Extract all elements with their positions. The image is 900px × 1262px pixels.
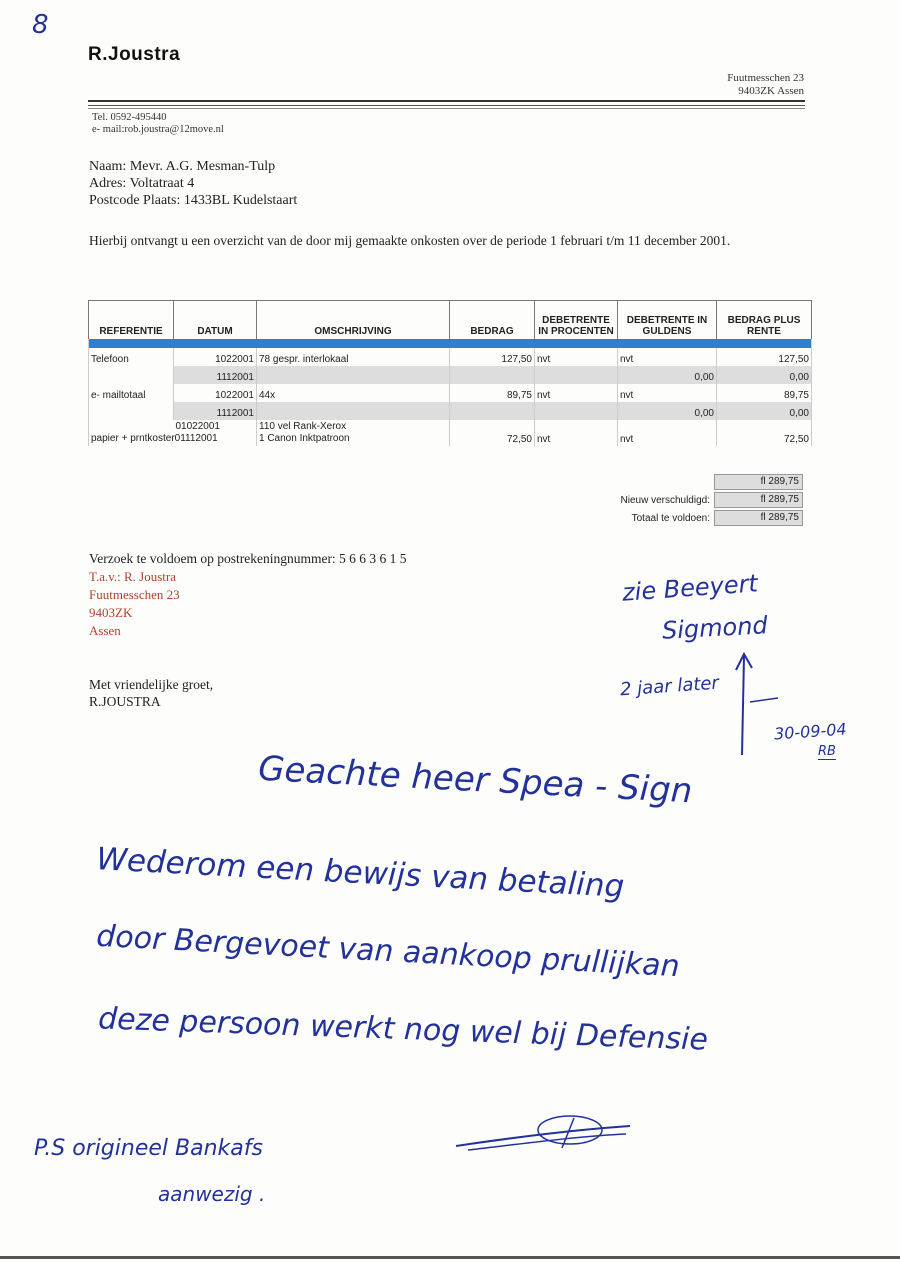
header-rule <box>88 108 805 109</box>
cell-ref <box>89 366 174 384</box>
handwritten-ps: P.S origineel Bankafs <box>34 1136 263 1161</box>
last-ref-datum2: papier + prntkoster01112001 <box>91 433 218 444</box>
payment-tav: T.a.v.: R. Joustra <box>89 569 177 584</box>
handwritten-note-zie: zie Beeyert <box>621 569 759 607</box>
col-omschrijving: OMSCHRIJVING <box>257 301 450 340</box>
payment-street: Fuutmesschen 23 <box>89 587 180 602</box>
handwritten-salutation: Geachte heer Spea - Sign <box>257 748 694 812</box>
address-line2: 9403ZK Assen <box>738 85 804 97</box>
header-rule <box>88 105 805 106</box>
cell-datum: 1022001 <box>174 348 257 366</box>
cell-procent: nvt <box>535 384 618 402</box>
cell-ref: Telefoon <box>89 348 174 366</box>
table-row <box>89 348 812 366</box>
contact-info <box>92 112 224 136</box>
cell-plus: 0,00 <box>717 402 812 420</box>
handwritten-line: door Bergevoet van aankoop prullijkan <box>95 918 681 985</box>
signature-icon <box>450 1104 640 1164</box>
cell-oms <box>257 420 450 446</box>
page-number-handwritten: 8 <box>32 10 49 40</box>
last-oms2: 1 Canon Inktpatroon <box>259 433 350 444</box>
closing-name: R.JOUSTRA <box>89 694 161 709</box>
nieuw-label: Nieuw verschuldigd: <box>620 494 710 506</box>
cell-oms: 44x <box>257 384 450 402</box>
last-oms1: 110 vel Rank-Xerox <box>259 421 347 432</box>
cell-datum: 1112001 <box>174 402 257 420</box>
col-guldens: DEBETRENTE IN GULDENS <box>618 301 717 340</box>
tel: Tel. 0592-495440 <box>92 112 167 123</box>
cell-bedrag: 72,50 <box>450 420 535 446</box>
page-bottom-edge <box>0 1256 900 1259</box>
cell-bedrag: 127,50 <box>450 348 535 366</box>
cell-ref: e- mailtotaal <box>89 384 174 402</box>
last-datum1: 01022001 <box>175 421 220 432</box>
cell-ref <box>89 402 174 420</box>
cell-plus: 0,00 <box>717 366 812 384</box>
col-procenten: DEBETRENTE IN PROCENTEN <box>535 301 618 340</box>
cell-gulden: nvt <box>618 384 717 402</box>
cell-oms <box>257 402 450 420</box>
sender-brand: R.Joustra <box>88 44 181 65</box>
cell-plus: 127,50 <box>717 348 812 366</box>
payment-postcode: 9403ZK <box>89 605 133 620</box>
handwritten-initials: RB <box>818 744 836 759</box>
cell-ref-datum <box>89 420 257 446</box>
payment-request: Verzoek te voldoem op postrekeningnummer: 5 6 6 3 6 1 5 <box>89 551 407 566</box>
recipient-block <box>89 158 297 209</box>
table-row-last <box>89 420 812 446</box>
sender-address <box>727 72 804 98</box>
recipient-postcode: Postcode Plaats: 1433BL Kudelstaart <box>89 193 298 208</box>
address-line1: Fuutmesschen 23 <box>727 72 804 84</box>
cell-gulden: 0,00 <box>618 366 717 384</box>
handwritten-line: Wederom een bewijs van betaling <box>95 841 626 905</box>
cell-datum: 1022001 <box>174 384 257 402</box>
cell-oms: 78 gespr. interlokaal <box>257 348 450 366</box>
cell-procent <box>535 366 618 384</box>
payment-city: Assen <box>89 623 121 638</box>
cell-procent: nvt <box>535 420 618 446</box>
cell-bedrag <box>450 366 535 384</box>
cell-gulden: 0,00 <box>618 402 717 420</box>
handwritten-note-name: Sigmond <box>661 611 769 645</box>
cell-procent <box>535 402 618 420</box>
cell-gulden: nvt <box>618 348 717 366</box>
email: e- mail:rob.joustra@12move.nl <box>92 124 224 135</box>
handwritten-line: deze persoon werkt nog wel bij Defensie <box>97 1001 709 1058</box>
totaal-value: fl 289,75 <box>714 510 803 526</box>
handwritten-note-later: 2 jaar later <box>619 672 720 701</box>
intro-text: Hierbij ontvangt u een overzicht van de door mij gemaakte onkosten over de periode 1 februari t/m 11 december 2001. <box>89 233 731 248</box>
cell-bedrag <box>450 402 535 420</box>
closing-greeting: Met vriendelijke groet, <box>89 677 214 692</box>
totaal-label: Totaal te voldoen: <box>631 512 710 524</box>
costs-table <box>88 300 812 446</box>
cell-bedrag: 89,75 <box>450 384 535 402</box>
table-row <box>89 384 812 402</box>
arrow-icon <box>730 650 790 760</box>
closing-block <box>89 676 213 710</box>
col-referentie: REFERENTIE <box>89 301 174 340</box>
table-row <box>89 402 812 420</box>
header-rule <box>88 100 805 102</box>
cell-oms <box>257 366 450 384</box>
col-datum: DATUM <box>174 301 257 340</box>
table-row <box>89 366 812 384</box>
recipient-address: Adres: Voltatraat 4 <box>89 176 195 191</box>
subtotal-value: fl 289,75 <box>714 474 803 490</box>
payment-address <box>89 568 180 640</box>
col-plus-rente: BEDRAG PLUS RENTE <box>717 301 812 340</box>
handwritten-ps-2: aanwezig . <box>158 1182 266 1206</box>
col-bedrag: BEDRAG <box>450 301 535 340</box>
cell-gulden: nvt <box>618 420 717 446</box>
handwritten-note-date: 30-09-04 <box>773 719 848 744</box>
totals-block <box>590 473 803 527</box>
recipient-name: Naam: Mevr. A.G. Mesman-Tulp <box>89 159 276 174</box>
nieuw-value: fl 289,75 <box>714 492 803 508</box>
header-band <box>89 339 812 348</box>
cell-plus: 72,50 <box>717 420 812 446</box>
cell-datum: 1112001 <box>174 366 257 384</box>
cell-plus: 89,75 <box>717 384 812 402</box>
cell-procent: nvt <box>535 348 618 366</box>
